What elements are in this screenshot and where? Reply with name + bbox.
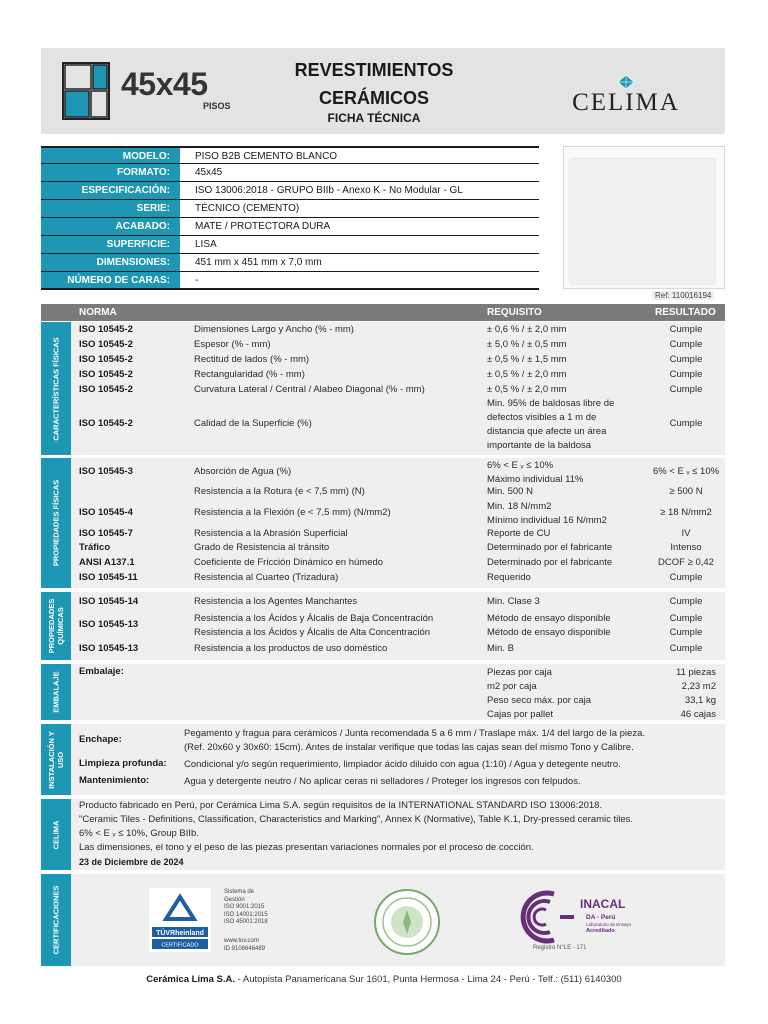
spec-label: NÚMERO DE CARAS: [41,272,181,288]
celima-line: 6% < E ᵥ ≤ 10%, Group BIIb. [79,828,199,839]
descripcion-cell: Rectangularidad (% - mm) [194,369,305,380]
descripcion-cell: Dimensiones Largo y Ancho (% - mm) [194,324,354,335]
section-tab [41,322,71,455]
embalaje-key: Cajas por pallet [487,709,554,720]
norma-cell: ISO 10545-13 [79,619,139,630]
embalaje-key: Peso seco máx. por caja [487,695,592,706]
spec-label: FORMATO: [41,164,181,181]
tuv-url: www.tuv.com [224,938,259,944]
svg-text:CELIMA: CELIMA [572,89,680,113]
section-propiedades-quimicas [41,592,725,660]
requisito-cell [487,459,583,487]
instalacion-value [184,727,645,755]
norma-cell: Tráfico [79,542,111,553]
section-propiedades-fisicas [41,458,725,588]
resultado-cell: Cumple [669,572,703,583]
norma-cell: ISO 10545-2 [79,339,133,350]
section-tab [41,592,71,660]
descripcion-cell: Resistencia al Cuarteo (Trizadura) [194,572,339,583]
spec-value: MATE / PROTECTORA DURA [195,221,331,232]
descripcion-cell-line: Resistencia a los Ácidos y Álcalis de Baja Concentración [194,613,434,624]
norma-cell: ISO 10545-11 [79,572,138,583]
spec-value: LISA [195,239,217,250]
footer-address: - Autopista Panamericana Sur 1601, Punta Hermosa - Lima 24 - Perú - Telf.: (511) 6140300 [234,974,622,985]
spec-value: 45x45 [195,167,223,178]
requisito-cell: Reporte de CU [487,528,551,539]
embalaje-value: 46 cajas [680,709,716,720]
requisito-cell [487,500,607,528]
norma-cell: ISO 10545-13 [79,643,139,654]
spec-row [41,200,539,218]
spec-value: TÉCNICO (CEMENTO) [195,203,300,214]
requisito-cell: Min. 500 N [487,486,533,497]
spec-row [41,254,539,272]
section-label: PROPIEDADES QUÍMICAS [47,598,65,654]
requisito-cell: ± 0,6 % / ± 2,0 mm [487,324,567,335]
descripcion-cell: Curvatura Lateral / Central / Alabeo Diagonal (% - mm) [194,384,425,395]
descripcion-cell: Resistencia a la Abrasión Superficial [194,528,348,539]
requisito-cell: Requerido [487,572,531,583]
header-band [41,48,725,134]
title-line-1: REVESTIMIENTOS [294,60,454,80]
svg-text:TÜVRheinland: TÜVRheinland [156,930,204,937]
requisito-cell [487,612,611,640]
descripcion-cell-line: Resistencia a los Ácidos y Álcalis de Alta Concentración [194,627,431,638]
requisito-cell: Min. Clase 3 [487,596,540,607]
requisito-cell: ± 5,0 % / ± 0,5 mm [487,339,567,350]
requisito-cell: ± 0,5 % / ± 1,5 mm [487,354,567,365]
section-label: PROPIEDADES FÍSICAS [51,479,61,567]
header-requisito: REQUISITO [487,307,542,318]
requisito-cell-line: Método de ensayo disponible [487,627,611,638]
section-caracteristicas-fisicas [41,322,725,455]
requisito-cell-line: defectos visibles a 1 m de [487,412,597,423]
resultado-cell: IV [681,528,691,539]
descripcion-cell: Grado de Resistencia al tránsito [194,542,330,553]
resultado-cell: 6% < E ᵥ ≤ 10% [652,466,720,477]
resultado-cell-line: Cumple [669,627,703,638]
celima-line: Producto fabricado en Perú, por Cerámica Lima S.A. según requisitos de la INTERNATIONAL STANDARD ISO 13006:2018. [79,800,603,811]
requisito-cell [487,397,614,453]
spec-label: SUPERFICIE: [41,236,181,253]
svg-text:Laboratorio de Ensayo: Laboratorio de Ensayo [586,922,632,927]
document-subtitle: FICHA TÉCNICA [327,111,421,125]
resultado-cell: Cumple [669,643,703,654]
svg-text:CERTIFICADO: CERTIFICADO [161,942,199,949]
spec-table [41,146,539,290]
results-table-header [41,304,725,321]
resultado-cell: Cumple [669,354,703,365]
resultado-cell: Intenso [670,542,702,553]
requisito-cell-line: Método de ensayo disponible [487,613,611,624]
norma-cell: ANSI A137.1 [79,557,135,568]
spec-label: MODELO: [41,148,181,163]
instalacion-key: Limpieza profunda: [79,758,167,769]
descripcion-cell: Resistencia a los productos de uso doméstico [194,643,388,654]
embalaje-value: 2,23 m2 [681,681,716,692]
requisito-cell-line: Min. 18 N/mm2 [487,501,552,512]
title-line-2: CERÁMICOS [318,88,429,108]
requisito-cell: ± 0,5 % / ± 2,0 mm [487,384,567,395]
norma-cell: ISO 10545-3 [79,466,133,477]
requisito-cell-line: distancia que afecte un área [487,426,607,437]
page-footer [0,974,768,985]
issue-date: 23 de Diciembre de 2024 [79,857,184,867]
requisito-cell: Determinado por el fabricante [487,542,613,553]
section-embalaje [41,664,725,720]
format-subtitle: PISOS [203,101,231,111]
instalacion-line: Condicional y/o según requerimiento, limpiador ácido diluido con agua (1:10) / Agua y detegente neutro. [184,759,621,770]
tuv-scope-text [224,889,268,927]
descripcion-cell: Calidad de la Superficie (%) [194,418,312,429]
norma-cell: ISO 10545-2 [79,354,133,365]
resultado-cell: Cumple [669,324,703,335]
requisito-cell: Determinado por el fabricante [487,557,613,568]
resultado-cell: Cumple [669,596,703,607]
green-seal-logo [373,888,441,956]
svg-text:DA - Perú: DA - Perú [586,914,616,921]
celima-line: "Ceramic Tiles - Definitions, Classification, Characteristics and Marking", Annex K (Normative), Table K.1, Dry-pressed ceramic tiles. [79,814,634,825]
embalaje-value: 11 piezas [676,667,716,678]
spec-row [41,218,539,236]
spec-row [41,182,539,200]
reference-code: Ref: 110016194 [652,291,714,300]
instalacion-value [184,758,621,772]
resultado-cell-line: Cumple [669,613,703,624]
requisito-cell: Min. B [487,643,514,654]
instalacion-key: Mantenimiento: [79,775,150,786]
svg-text:INACAL: INACAL [580,897,626,911]
spec-label: ESPECIFICACIÓN: [41,182,181,199]
inacal-accreditation-logo [510,888,660,946]
descripcion-cell: Coeficiente de Fricción Dinámico en húmedo [194,557,384,568]
embalaje-value: 33,1 kg [684,695,716,706]
embalaje-key: Piezas por caja [487,667,552,678]
norma-cell: ISO 10545-2 [79,384,133,395]
tuv-line: ISO 9001:2015 [224,904,265,910]
descripcion-cell: Absorción de Agua (%) [194,466,292,477]
norma-cell: ISO 10545-2 [79,418,133,429]
resultado-cell: Cumple [669,339,703,350]
tile-swatch [570,159,715,284]
descripcion-cell: Resistencia a la Flexión (e < 7,5 mm) (N/mm2) [194,507,391,518]
tuv-line: Sistema de [224,889,255,895]
resultado-cell: DCOF ≥ 0,42 [658,557,714,568]
format-logo-icon [62,62,110,120]
format-title: 45x45 [121,66,208,102]
tuv-id: ID 9108646489 [224,945,266,952]
resultado-cell [641,612,731,640]
descripcion-cell: Resistencia a la Rotura (e < 7,5 mm) (N) [194,486,365,497]
section-tab [41,664,71,720]
requisito-cell-line: Mínimo individual 16 N/mm2 [487,515,607,526]
spec-value: ISO 13006:2018 - GRUPO BIIb - Anexo K - No Modular - GL [195,185,463,196]
svg-text:Acreditado: Acreditado [586,928,615,934]
section-tab [41,799,71,870]
spec-value: - [195,275,199,286]
instalacion-line: (Ref. 20x60 y 30x60: 15cm). Antes de instalar verifique que todas las cajas sean del mismo Tono y Calibre. [184,742,634,753]
section-tab [41,874,71,966]
spec-row [41,236,539,254]
norma-cell: ISO 10545-2 [79,324,133,335]
spec-row [41,146,539,164]
footer-company: Cerámica Lima S.A. [146,974,235,985]
spec-label: DIMENSIONES: [41,254,181,271]
inacal-registration: Registro N°LE - 171 [533,945,587,951]
embalaje-key: m2 por caja [487,681,537,692]
spec-row [41,272,539,290]
descripcion-cell: Rectitud de lados (% - mm) [194,354,310,365]
tuv-line: Gestión [224,896,245,903]
spec-label: ACABADO: [41,218,181,235]
section-tab [41,724,71,795]
resultado-cell: ≥ 18 N/mm2 [660,507,712,518]
instalacion-key: Enchape: [79,734,122,745]
norma-cell: ISO 10545-4 [79,507,133,518]
descripcion-cell: Espesor (% - mm) [194,339,271,350]
resultado-cell: ≥ 500 N [669,486,703,497]
requisito-cell-line: importante de la baldosa [487,440,592,451]
instalacion-line: Pegamento y fragua para cerámicos / Junta recomendada 5 a 6 mm / Traslape máx. 1/4 del largo de la pieza. [184,728,646,739]
section-label: EMBALAJE [51,671,61,713]
section-label: CERTIFICACIONES [51,885,61,955]
embalaje-title: Embalaje: [79,666,124,677]
tuv-line: ISO 45001:2018 [224,919,268,925]
product-sample-image [563,146,725,289]
spec-value: PISO B2B CEMENTO BLANCO [195,151,338,162]
header-resultado: RESULTADO [655,307,716,318]
celima-description [79,799,633,869]
header-norma: NORMA [79,307,117,318]
norma-cell: ISO 10545-14 [79,596,139,607]
document-title [241,56,507,112]
requisito-cell: ± 0,5 % / ± 2,0 mm [487,369,567,380]
section-label: INSTALACIÓN Y USO [47,730,65,789]
descripcion-cell [194,612,433,640]
section-label: CELIMA [51,820,61,849]
spec-value: 451 mm x 451 mm x 7,0 mm [195,257,322,268]
spec-label: SERIE: [41,200,181,217]
section-tab [41,458,71,588]
tuv-certification-logo [148,887,212,953]
norma-cell: ISO 10545-2 [79,369,133,380]
descripcion-cell: Resistencia a los Agentes Manchantes [194,596,358,607]
section-celima [41,799,725,870]
section-label: CARACTERÍSTICAS FÍSICAS [51,336,61,441]
section-instalacion-uso [41,724,725,795]
instalacion-value [184,775,581,789]
requisito-cell-line: 6% < E ᵥ ≤ 10% [487,460,554,471]
resultado-cell: Cumple [669,418,703,429]
spec-row [41,164,539,182]
tuv-footer-text [224,938,265,953]
instalacion-line: Agua y detergente neutro / No aplicar ceras ni selladores / Proteger los ingresos con felpudos. [184,776,581,787]
celima-line: Las dimensiones, el tono y el peso de las piezas presentan variaciones normales por el proceso de cocción. [79,842,534,853]
norma-cell: ISO 10545-7 [79,528,133,539]
tuv-line: ISO 14001:2015 [224,911,268,918]
resultado-cell: Cumple [669,384,703,395]
requisito-cell-line: Min. 95% de baldosas libre de [487,398,615,409]
resultado-cell: Cumple [669,369,703,380]
requisito-cell-line: Máximo individual 11% [487,474,584,485]
celima-logo [546,73,706,113]
